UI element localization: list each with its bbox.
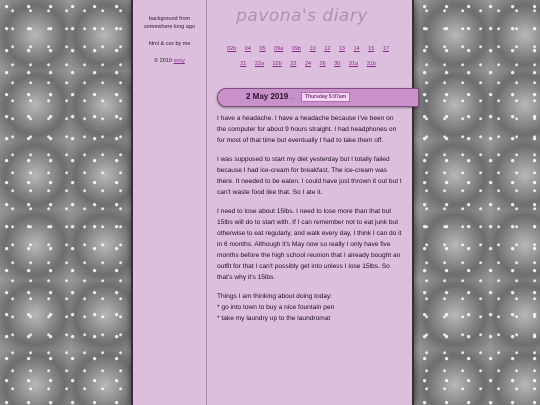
- archive-link[interactable]: 31a: [348, 61, 359, 67]
- copyright: [137, 57, 202, 65]
- entry-paragraph: I was supposed to start my diet yesterday but I totally failed because I had ice-cream for breakfast. The ice-cream was there. It needed to be eaten. I could have just thrown it out but I can't waste food like that. So I ate it.: [217, 156, 402, 196]
- archive-link[interactable]: 10: [309, 46, 316, 52]
- archive-link[interactable]: 22a: [254, 61, 265, 67]
- entry-header: [217, 88, 419, 107]
- page-title: pavona's diary: [236, 6, 368, 26]
- copyright-text: © 2019: [154, 58, 172, 64]
- archive-link[interactable]: 17: [382, 46, 389, 52]
- entry-date-suffix: ...: [290, 95, 296, 101]
- entry-paragraph: I have a headache. I have a headache because I've been on the computer for about 9 hours straight. I had headphones on for most of that time but eventually I had to take them off.: [217, 115, 397, 144]
- archive-link[interactable]: 24: [304, 61, 312, 67]
- main-content: [207, 0, 412, 405]
- credit-html: html & css by me: [148, 41, 191, 47]
- entry-date-text: 2 May 2019: [246, 92, 289, 101]
- copyright-link[interactable]: xoxy: [173, 58, 185, 64]
- archive-link[interactable]: 12: [324, 46, 331, 52]
- archive-link[interactable]: 22b: [272, 61, 282, 67]
- archive-link[interactable]: 26: [319, 61, 326, 67]
- entry-body: [217, 113, 402, 324]
- entry-list-intro: Things I am thinking about doing today:: [217, 293, 333, 300]
- archive-link[interactable]: 15: [368, 46, 375, 52]
- archive-link[interactable]: 30: [334, 61, 341, 67]
- archive-link[interactable]: 31b: [366, 61, 376, 67]
- archive-links: [213, 42, 403, 72]
- entry-date: [246, 92, 295, 101]
- archive-link[interactable]: 23: [290, 61, 297, 67]
- archive-link[interactable]: 02b: [227, 46, 237, 52]
- archive-link[interactable]: 13: [338, 46, 345, 52]
- archive-link[interactable]: 21: [240, 61, 247, 67]
- page-column: [131, 0, 414, 405]
- archive-link[interactable]: 09b: [291, 46, 301, 52]
- archive-link[interactable]: 09a: [274, 46, 284, 52]
- archive-link[interactable]: 14: [353, 46, 360, 52]
- credit-background: background from somewhere long ago: [143, 16, 196, 30]
- entry-list-item: * take my laundry up to the laundromat: [217, 315, 331, 322]
- archive-link[interactable]: 05: [259, 46, 266, 52]
- sidebar: [133, 0, 207, 405]
- archive-link[interactable]: 04: [244, 46, 251, 52]
- entry-time-badge: Thursday 5:07am: [301, 92, 350, 102]
- entry-paragraph: I need to lose about 15lbs. I need to lose more than that but 15lbs will do to start with. If I can remember not to eat junk but otherwise to eat regularly, and walk every day, I think I can do it in 6 months. Although it's May now so really I only have five months before the high school reunion that I already bought an outfit for that I can't possibly get into unless I lose 15lbs. So that's why it's 15lbs.: [217, 208, 402, 281]
- entry-list-item: * go into town to buy a nice fountain pen: [217, 304, 335, 311]
